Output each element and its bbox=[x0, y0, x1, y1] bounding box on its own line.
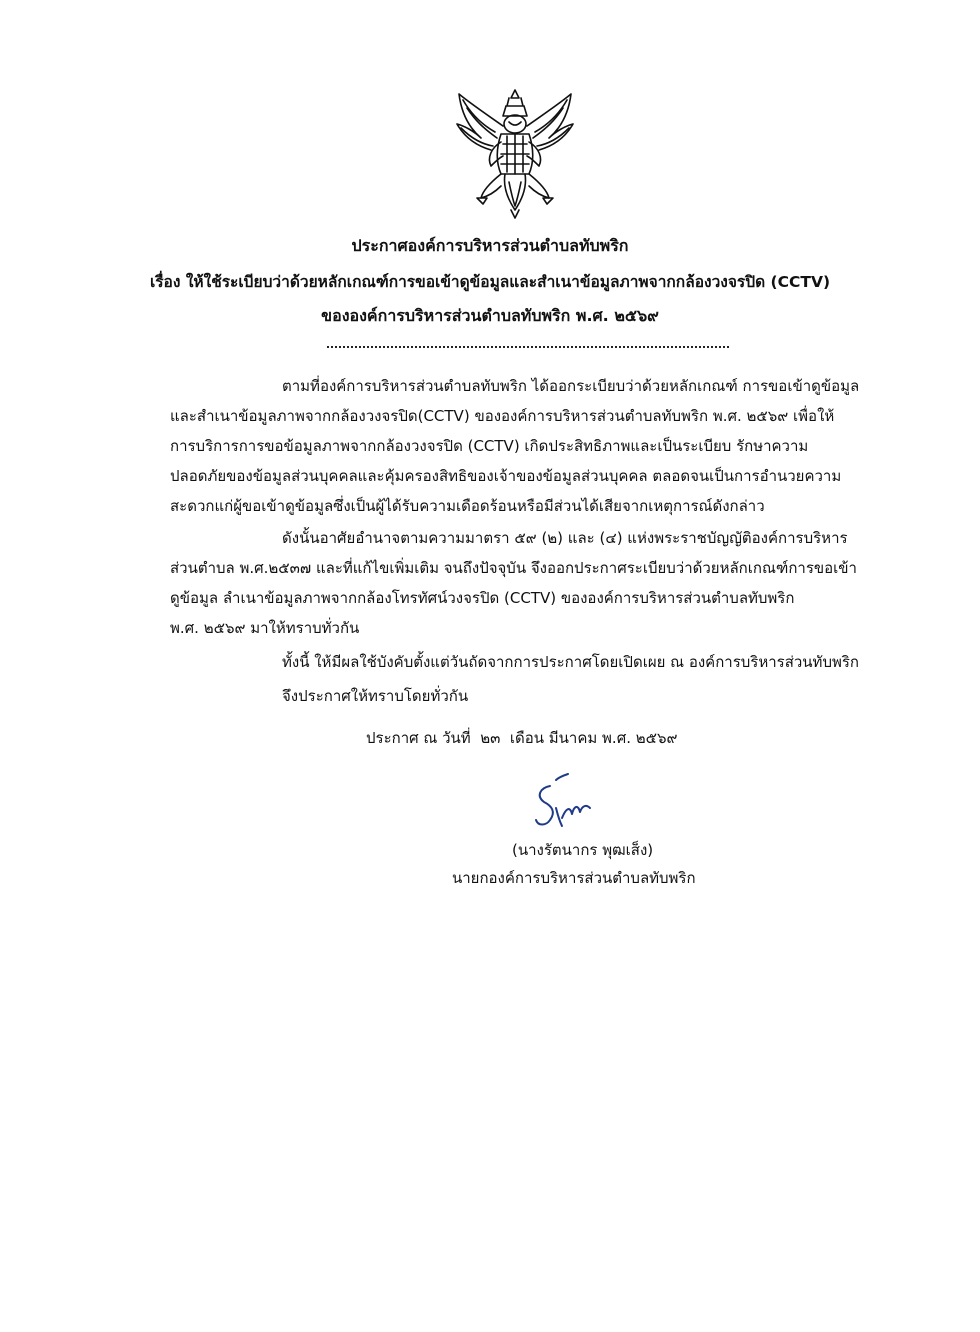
paragraph2-line3: ดูข้อมูล ลำเนาข้อมูลภาพจากกล้องโทรทัศน์วงจรปิด (CCTV) ขององค์การบริหารส่วนตำบลทับพริก bbox=[170, 589, 795, 607]
paragraph1-line4: ปลอดภัยของข้อมูลส่วนบุคคลและคุ้มครองสิทธิของเจ้าของข้อมูลส่วนบุคคล ตลอดจนเป็นการอำนวยความ bbox=[170, 467, 842, 485]
paragraph1-line5: สะดวกแก่ผู้ขอเข้าดูข้อมูลซึ่งเป็นผู้ได้รับความเดือดร้อนหรือมีส่วนได้เสียจากเหตุการณ์ดังกล่าว bbox=[170, 497, 765, 515]
signatory-position: นายกองค์การบริหารส่วนตำบลทับพริก bbox=[452, 869, 696, 887]
announcement-title: ประกาศองค์การบริหารส่วนตำบลทับพริก bbox=[351, 236, 629, 255]
dotted-divider bbox=[327, 346, 729, 348]
paragraph3-line1: ทั้งนี้ ให้มีผลใช้บังคับตั้งแต่วันถัดจากการประกาศโดยเปิดเผย ณ องค์การบริหารส่วนทับพริก bbox=[282, 653, 859, 671]
paragraph1-line3: การบริการการขอข้อมูลภาพจากกล้องวงจรปิด (CCTV) เกิดประสิทธิภาพและเป็นระเบียบ รักษาความ bbox=[170, 437, 809, 455]
closing-announce: จึงประกาศให้ทราบโดยทั่วกัน bbox=[282, 687, 469, 705]
announcement-subject-line2: ขององค์การบริหารส่วนตำบลทับพริก พ.ศ. ๒๕๖๙ bbox=[321, 306, 659, 325]
paragraph1-line1: ตามที่องค์การบริหารส่วนตำบลทับพริก ได้ออกระเบียบว่าด้วยหลักเกณฑ์ การขอเข้าดูข้อมูล bbox=[282, 377, 860, 395]
announcement-date: ประกาศ ณ วันที่ ๒๓ เดือน มีนาคม พ.ศ. ๒๕๖๙ bbox=[366, 729, 678, 747]
paragraph2-line4: พ.ศ. ๒๕๖๙ มาให้ทราบทั่วกัน bbox=[170, 619, 360, 637]
paragraph2-line1: ดังนั้นอาศัยอำนาจตามความมาตรา ๕๙ (๒) และ (๔) แห่งพระราชบัญญัติองค์การบริหาร bbox=[282, 529, 848, 547]
paragraph1-line2: และสำเนาข้อมูลภาพจากกล้องวงจรปิด(CCTV) ขององค์การบริหารส่วนตำบลทับพริก พ.ศ. ๒๕๖๙ เพื่อให้ bbox=[170, 407, 835, 425]
garuda-emblem-icon bbox=[451, 86, 579, 222]
signatory-name: (นางรัตนากร พุฒเส็ง) bbox=[512, 841, 654, 859]
paragraph2-line2: ส่วนตำบล พ.ศ.๒๕๓๗ และที่แก้ไขเพิ่มเติม จนถึงปัจจุบัน จึงออกประกาศระเบียบว่าด้วยหลักเกณฑ์การขอเข้า bbox=[170, 559, 857, 577]
announcement-subject: เรื่อง ให้ใช้ระเบียบว่าด้วยหลักเกณฑ์การขอเข้าดูข้อมูลและสำเนาข้อมูลภาพจากกล้องวงจรปิด (CCTV) bbox=[149, 273, 831, 291]
handwritten-signature-icon bbox=[528, 768, 598, 832]
